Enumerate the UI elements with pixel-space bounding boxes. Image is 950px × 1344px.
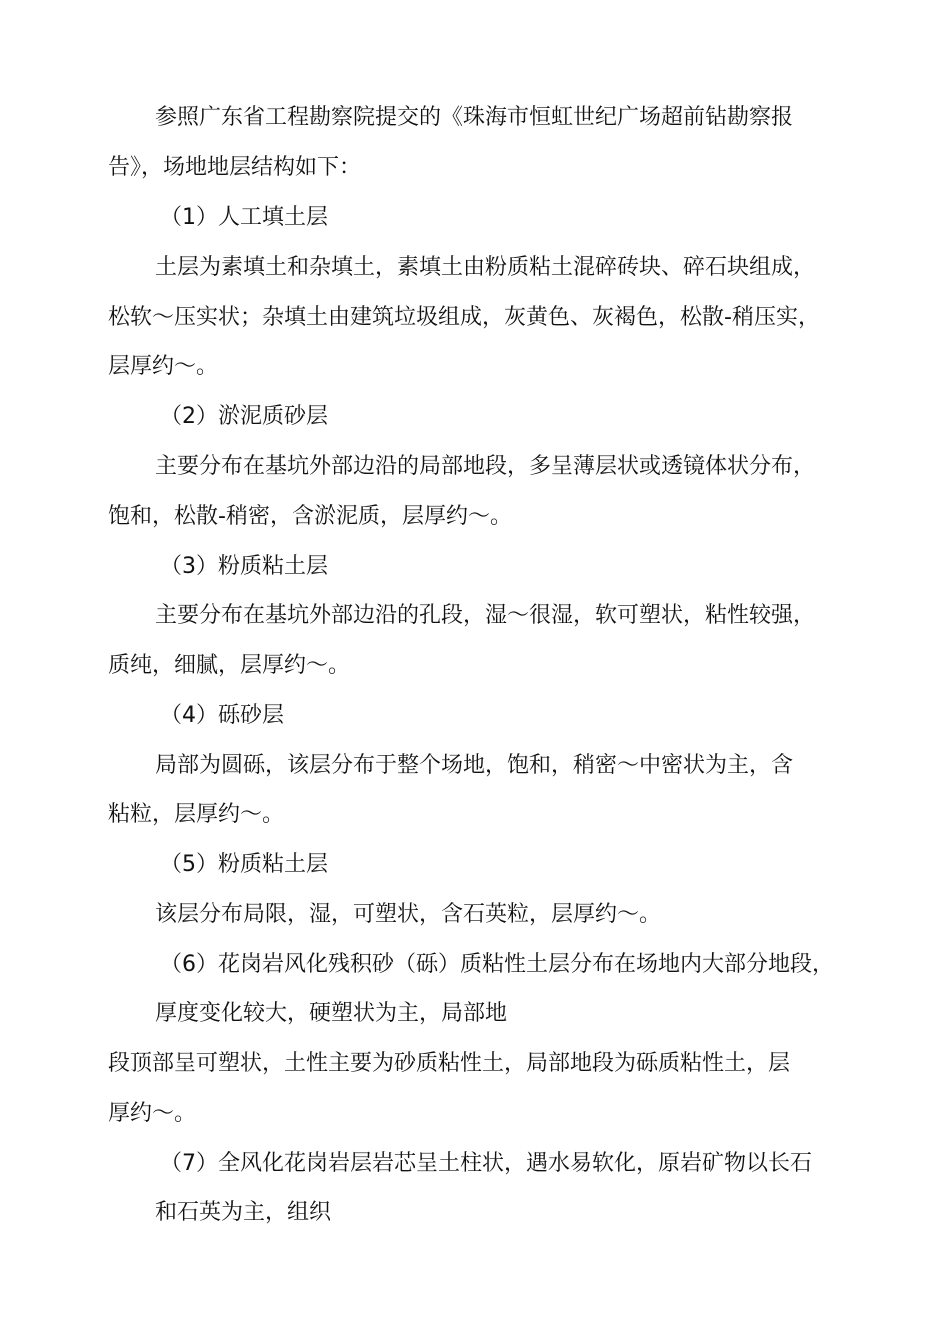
section-heading-6: （6）花岗岩风化残积砂（砾）质粘性土层分布在场地内大部分地段， [160,952,834,977]
text-line-4: 土层为素填土和杂填土，素填土由粉质粘土混碎砖块、碎石块组成， [155,255,816,280]
section-heading-5: （5）粉质粘土层 [160,852,328,877]
text-line-1: 参照广东省工程勘察院提交的《珠海市恒虹世纪广场超前钻勘察报 [155,105,794,130]
text-line-9: 饱和，松散-稍密，含淤泥质，层厚约〜。 [108,504,512,529]
text-line-5: 松软〜压实状；杂填土由建筑垃圾组成，灰黄色、灰褐色，松散-稍压实， [108,305,820,330]
text-line-19: 厚度变化较大，硬塑状为主，局部地 [155,1001,508,1026]
text-line-23: 和石英为主，组织 [155,1200,332,1225]
text-line-21: 厚约〜。 [108,1101,197,1126]
text-line-14: 局部为圆砾，该层分布于整个场地，饱和，稍密〜中密状为主，含 [155,753,794,778]
text-line-17: 该层分布局限，湿，可塑状，含石英粒，层厚约〜。 [155,902,662,927]
text-line-15: 粘粒，层厚约〜。 [108,802,285,827]
section-heading-4: （4）砾砂层 [160,703,284,728]
section-heading-2: （2）淤泥质砂层 [160,404,328,429]
text-line-6: 层厚约〜。 [108,354,219,379]
text-line-20: 段顶部呈可塑状，土性主要为砂质粘性土，局部地段为砾质粘性土，层 [108,1051,791,1076]
text-line-2: 告》，场地地层结构如下： [108,155,362,180]
section-heading-1: （1）人工填土层 [160,205,328,230]
text-line-11: 主要分布在基坑外部边沿的孔段，湿〜很湿，软可塑状，粘性较强， [155,603,816,628]
section-heading-7: （7）全风化花岗岩层岩芯呈土柱状，遇水易软化，原岩矿物以长石 [160,1151,812,1176]
text-line-8: 主要分布在基坑外部边沿的局部地段，多呈薄层状或透镜体状分布， [155,454,816,479]
text-line-12: 质纯，细腻，层厚约〜。 [108,653,351,678]
section-heading-3: （3）粉质粘土层 [160,554,328,579]
